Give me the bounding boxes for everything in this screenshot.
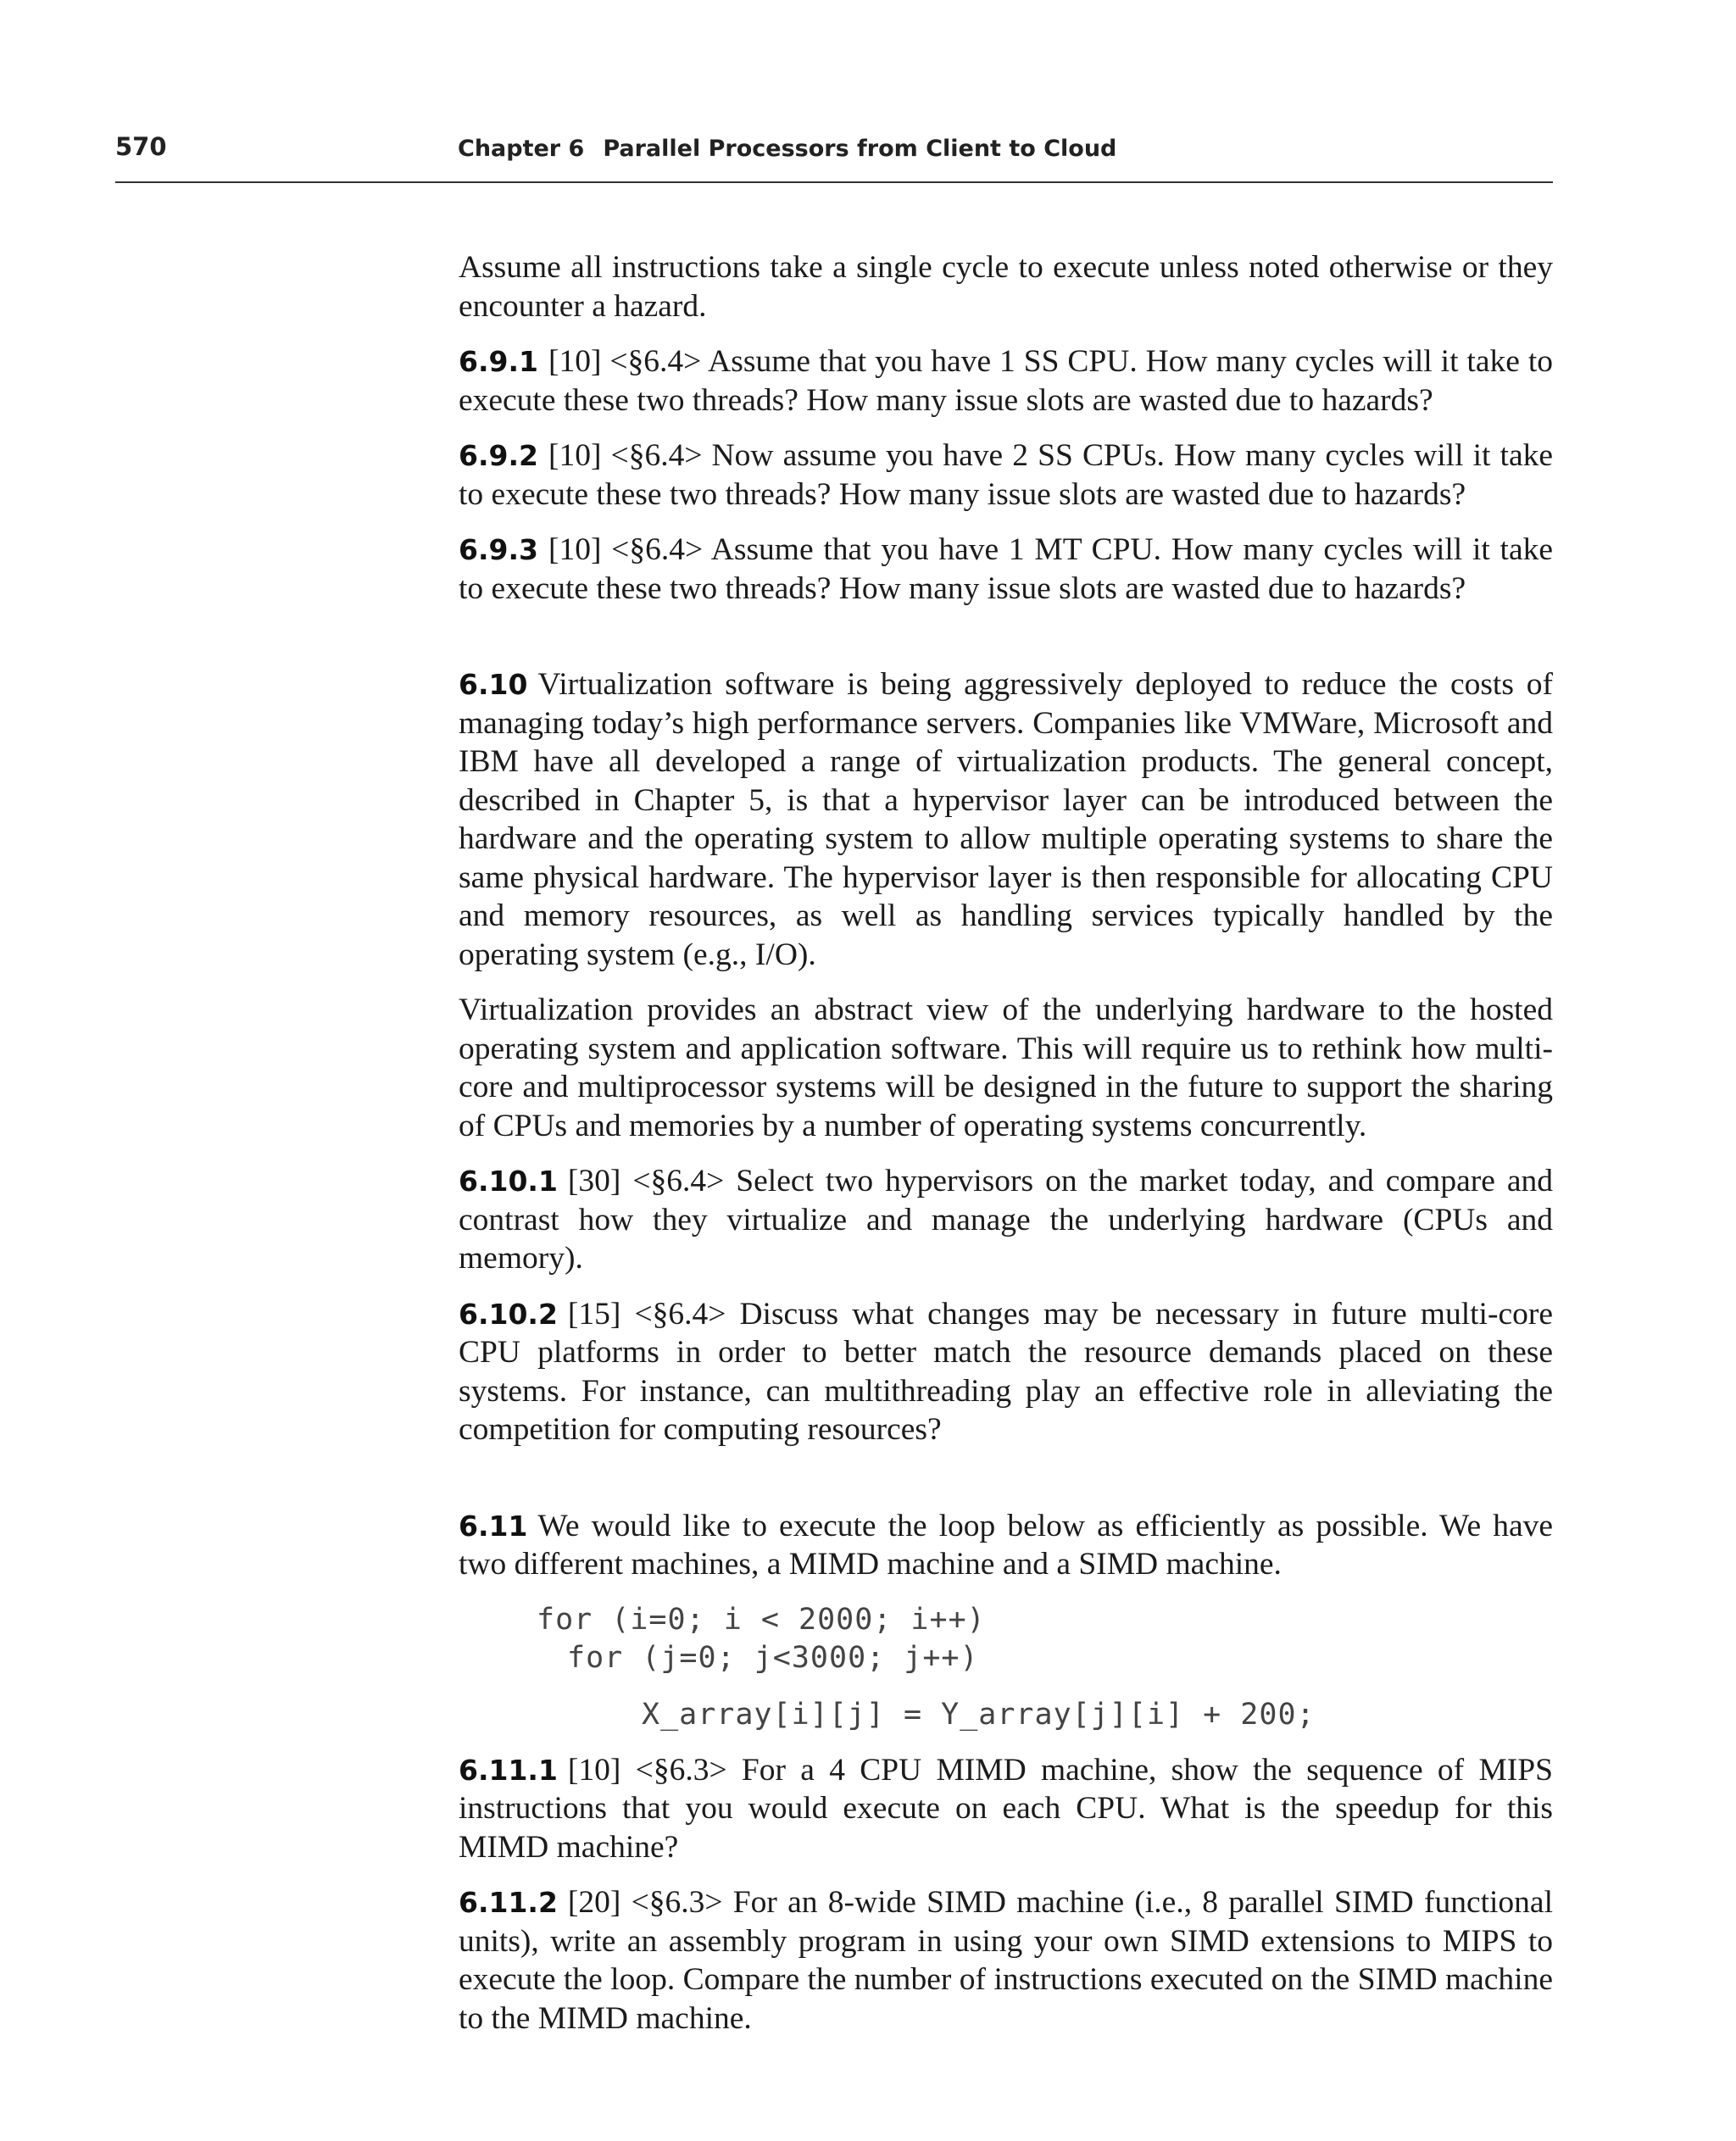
exercise-6-11: 6.11 We would like to execute the loop below as efficiently as possible. We have two different machines, a MIMD machine and a SIMD machine. (459, 1508, 1553, 1582)
exercise-number: 6.9.2 (459, 439, 538, 472)
page-number: 570 (115, 132, 167, 161)
exercise-6-10-1: 6.10.1 [30] <§6.4> Select two hypervisors on the market today, and compare and contrast how they virtualize and manage the underlying hardware (CPUs and memory). (459, 1164, 1553, 1276)
exercise-number: 6.10.2 (459, 1297, 558, 1331)
exercise-6-11-1: 6.11.1 [10] <§6.3> For a 4 CPU MIMD machine, show the sequence of MIPS instructions that you would execute on each CPU. What is the speedup for this MIMD machine? (459, 1752, 1553, 1865)
exercise-number: 6.11 (459, 1509, 528, 1543)
exercise-number: 6.11.1 (459, 1753, 558, 1787)
exercise-number: 6.11.2 (459, 1886, 558, 1919)
exercise-6-11-2: 6.11.2 [20] <§6.3> For an 8-wide SIMD machine (i.e., 8 parallel SIMD functional units), write an assembly program in using your own SIMD extensions to MIPS to execute the loop. Compare the number of instructions executed on the SIMD machine to the MIMD machine. (459, 1885, 1553, 2036)
chapter-label (458, 136, 1116, 162)
code-line: X_array[i][j] = Y_array[j][i] + 200; (642, 1697, 1316, 1732)
exercise-6-10: 6.10 Virtualization software is being aggressively deployed to reduce the costs of managing today’s high performance servers. Companies like VMWare, Microsoft and IBM have all developed a range of virtualization products. The general concept, described in Chapter 5, is that a hypervisor layer can be introduced between the hardware and the operating system to allow multiple operating systems to share the same physical hardware. The hypervisor layer is then responsible for allocating CPU and memory resources, as well as handling services typically handled by the operating system (e.g., I/O). (459, 667, 1553, 972)
chapter-title: Parallel Processors from Client to Cloud (603, 136, 1117, 162)
exercise-6-9-3: 6.9.3 [10] <§6.4> Assume that you have 1 MT CPU. How many cycles will it take to execute these two threads? How many issue slots are wasted due to hazards? (459, 532, 1553, 606)
code-line: for (i=0; i < 2000; i++) (537, 1602, 986, 1637)
code-block (459, 1601, 1553, 1734)
page-body (459, 248, 1553, 2055)
exercise-6-9-2: 6.9.2 [10] <§6.4> Now assume you have 2 SS CPUs. How many cycles will it take to execute these two threads? How many issue slots are wasted due to hazards? (459, 438, 1553, 512)
running-head (115, 132, 1553, 183)
chapter-number: Chapter 6 (458, 136, 585, 162)
exercise-6-10-2: 6.10.2 [15] <§6.4> Discuss what changes may be necessary in future multi-core CPU platforms in order to better match the resource demands placed on these systems. For instance, can multithreading play an effective role in alleviating the competition for computing resources? (459, 1296, 1553, 1447)
exercise-number: 6.10 (459, 668, 528, 701)
intro-paragraph: Assume all instructions take a single cycle to execute unless noted otherwise or they encounter a hazard. (459, 250, 1553, 324)
code-line: for (j=0; j<3000; j++) (567, 1640, 979, 1675)
exercise-6-10-paragraph: Virtualization provides an abstract view of the underlying hardware to the hosted operating system and application software. This will require us to rethink how multi-core and multiprocessor systems will be designed in the future to support the sharing of CPUs and memories by a number of operating systems concurrently. (459, 993, 1553, 1143)
exercise-number: 6.9.1 (459, 345, 538, 378)
exercise-6-9-1: 6.9.1 [10] <§6.4> Assume that you have 1 SS CPU. How many cycles will it take to execute these two threads? How many issue slots are wasted due to hazards? (459, 344, 1553, 418)
exercise-number: 6.10.1 (459, 1165, 558, 1198)
exercise-number: 6.9.3 (459, 533, 538, 566)
